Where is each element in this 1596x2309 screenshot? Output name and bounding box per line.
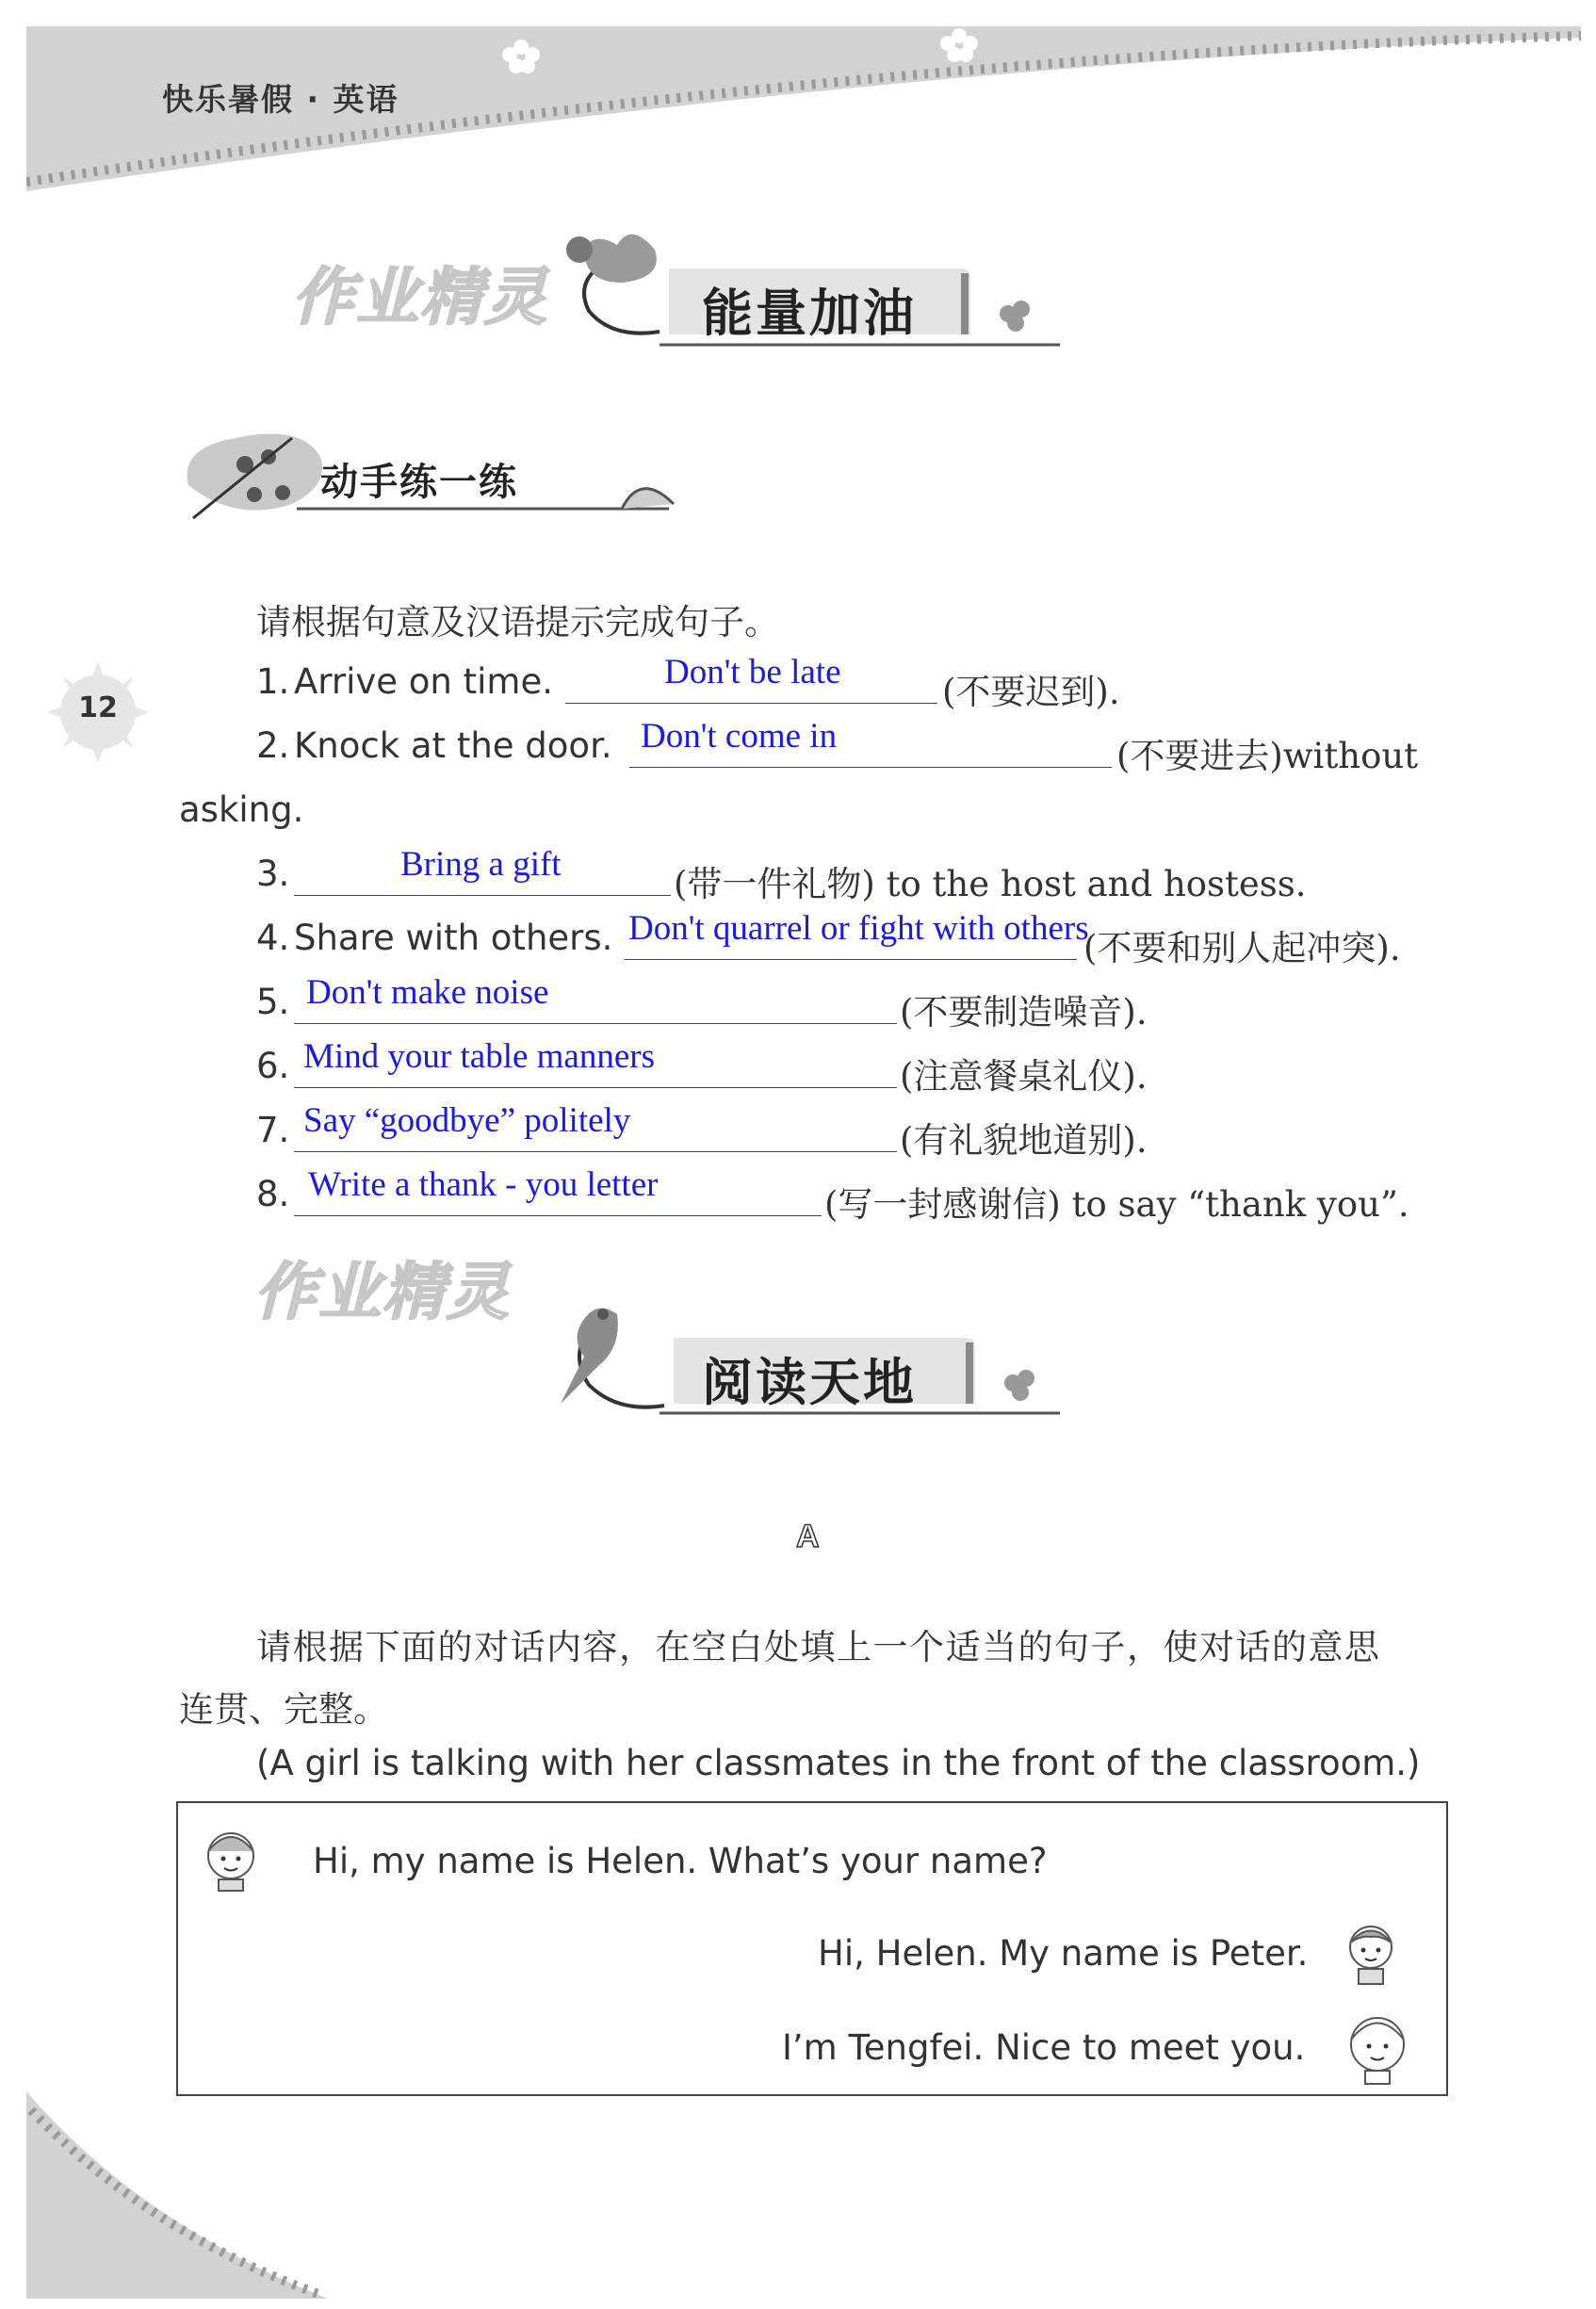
answer-line <box>294 1215 822 1216</box>
clover-icon <box>1000 301 1030 332</box>
item-number: 4. <box>256 918 290 958</box>
item-number: 3. <box>256 854 290 894</box>
answer-line <box>294 895 671 896</box>
section-title: 阅读天地 <box>702 1353 917 1412</box>
item-hint: (不要进去)without <box>1116 736 1419 776</box>
item-number: 6. <box>256 1046 290 1086</box>
item-hint: (带一件礼物) to the host and hostess. <box>674 864 1307 904</box>
dialog-line: Hi, my name is Helen. What’s your name? <box>313 1841 1048 1881</box>
girl-avatar-icon <box>196 1823 267 1894</box>
dialog-line: I’m Tengfei. Nice to meet you. <box>782 2027 1306 2068</box>
item-continuation: asking. <box>179 789 304 830</box>
item-hint: (注意餐桌礼仪). <box>900 1056 1148 1097</box>
watermark-text: 作业精灵 <box>292 261 548 333</box>
reading-instruction: 请根据下面的对话内容，在空白处填上一个适当的句子，使对话的意思 <box>256 1627 1381 1667</box>
reading-instruction: 连贯、完整。 <box>179 1689 388 1730</box>
answer-line <box>565 703 937 704</box>
clover-icon <box>1004 1370 1034 1401</box>
answer-text[interactable]: Write a thank - you letter <box>308 1165 659 1204</box>
answer-line <box>625 959 1077 960</box>
dialog-line: Hi, Helen. My name is Peter. <box>818 1933 1309 1974</box>
item-prompt: Share with others. <box>294 918 613 958</box>
part-label: A <box>796 1519 820 1554</box>
item-hint: (写一封感谢信) to say “thank you”. <box>824 1184 1409 1225</box>
item-number: 5. <box>256 982 290 1022</box>
exercise-instruction: 请根据句意及汉语提示完成句子。 <box>256 602 779 642</box>
item-number: 1. <box>256 661 290 702</box>
answer-text[interactable]: Bring a gift <box>400 845 562 884</box>
cloud-icon <box>584 235 657 283</box>
boy-avatar-icon <box>1333 2007 1423 2087</box>
item-hint: (不要制造噪音). <box>900 992 1148 1033</box>
answer-line <box>294 1087 897 1088</box>
item-hint: (有礼貌地道别). <box>900 1120 1148 1161</box>
answer-text[interactable]: Don't make noise <box>306 973 549 1012</box>
answer-text[interactable]: Don't quarrel or fight with others <box>628 909 1089 948</box>
answer-text[interactable]: Say “goodbye” politely <box>303 1101 631 1140</box>
item-prompt: Knock at the door. <box>294 725 612 766</box>
answer-text[interactable]: Don't be late <box>664 653 841 691</box>
item-number: 8. <box>256 1174 290 1214</box>
footer-stripe <box>26 2091 328 2299</box>
section-title: 能量加油 <box>702 284 917 343</box>
book-title: 快乐暑假 · 英语 <box>162 81 399 118</box>
item-hint: (不要和别人起冲突). <box>1083 928 1401 968</box>
answer-line <box>629 767 1112 768</box>
page-number: 12 <box>78 691 118 724</box>
reading-context: (A girl is talking with her classmates in the front of the classroom.) <box>256 1743 1421 1783</box>
item-number: 7. <box>256 1110 290 1150</box>
bird-icon <box>561 1309 618 1404</box>
subsection-title: 动手练一练 <box>320 461 518 504</box>
answer-text[interactable]: Mind your table manners <box>303 1037 655 1076</box>
sun-icon <box>566 236 593 263</box>
answer-text[interactable]: Don't come in <box>641 717 838 756</box>
answer-line <box>294 1151 897 1152</box>
boy-avatar-icon <box>1333 1914 1409 1990</box>
item-number: 2. <box>256 725 290 766</box>
answer-line <box>294 1023 897 1024</box>
item-prompt: Arrive on time. <box>294 661 553 702</box>
watermark-text: 作业精灵 <box>254 1256 511 1328</box>
item-hint: (不要迟到). <box>942 672 1120 712</box>
